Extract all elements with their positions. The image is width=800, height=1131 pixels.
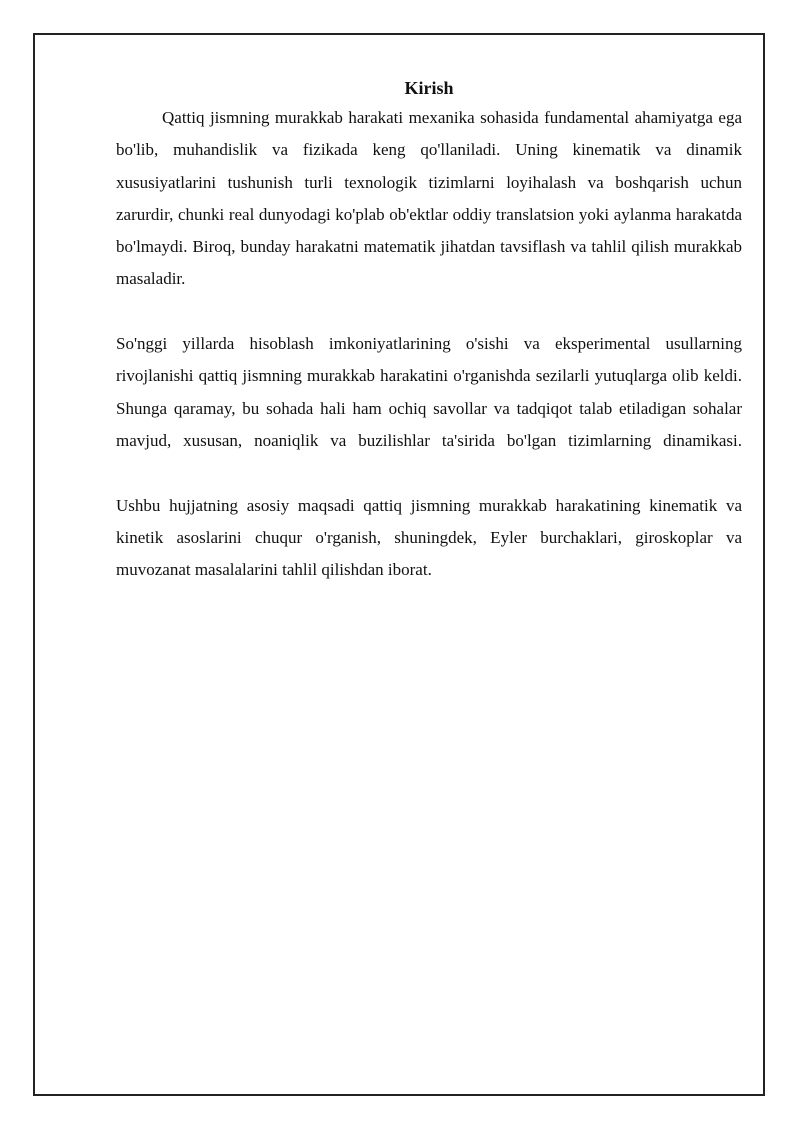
document-title: Kirish bbox=[404, 78, 454, 98]
paragraph-spacer bbox=[116, 296, 742, 328]
document-body bbox=[116, 74, 742, 586]
paragraph-goal: Ushbu hujjatning asosiy maqsadi qattiq jismning murakkab harakatining kinematik va kinetik asoslarini chuqur o'rganish, shuningdek, Eyler burchaklari, giroskoplar va muvozanat masalalarini tahlil qilishdan iborat. bbox=[116, 495, 742, 580]
paragraph-spacer bbox=[116, 457, 742, 489]
paragraph-recent-advances: So'nggi yillarda hisoblash imkoniyatlarining o'sishi va eksperimental usullarning rivojlanishi qattiq jismning murakkab harakatini o'rganishda sezilarli yutuqlarga olib keldi. Shunga qaramay, bu sohada hali ham ochiq savollar va tadqiqot talab etiladigan sohalar mavjud, xususan, noaniqlik va buzilishlar ta'sirida bo'lgan tizimlarning dinamikasi. bbox=[116, 334, 742, 450]
paragraph-intro: Qattiq jismning murakkab harakati mexanika sohasida fundamental ahamiyatga ega bo'lib, muhandislik va fizikada keng qo'llaniladi. Uning kinematik va dinamik xususiyatlarini tushunish turli texnologik tizimlarni loyihalash va boshqarish uchun zarurdir, chunki real dunyodagi ko'plab ob'ektlar oddiy translatsion yoki aylanma harakatda bo'lmaydi. Biroq, bunday harakatni matematik jihatdan tavsiflash va tahlil qilish murakkab masaladir. bbox=[116, 108, 742, 289]
